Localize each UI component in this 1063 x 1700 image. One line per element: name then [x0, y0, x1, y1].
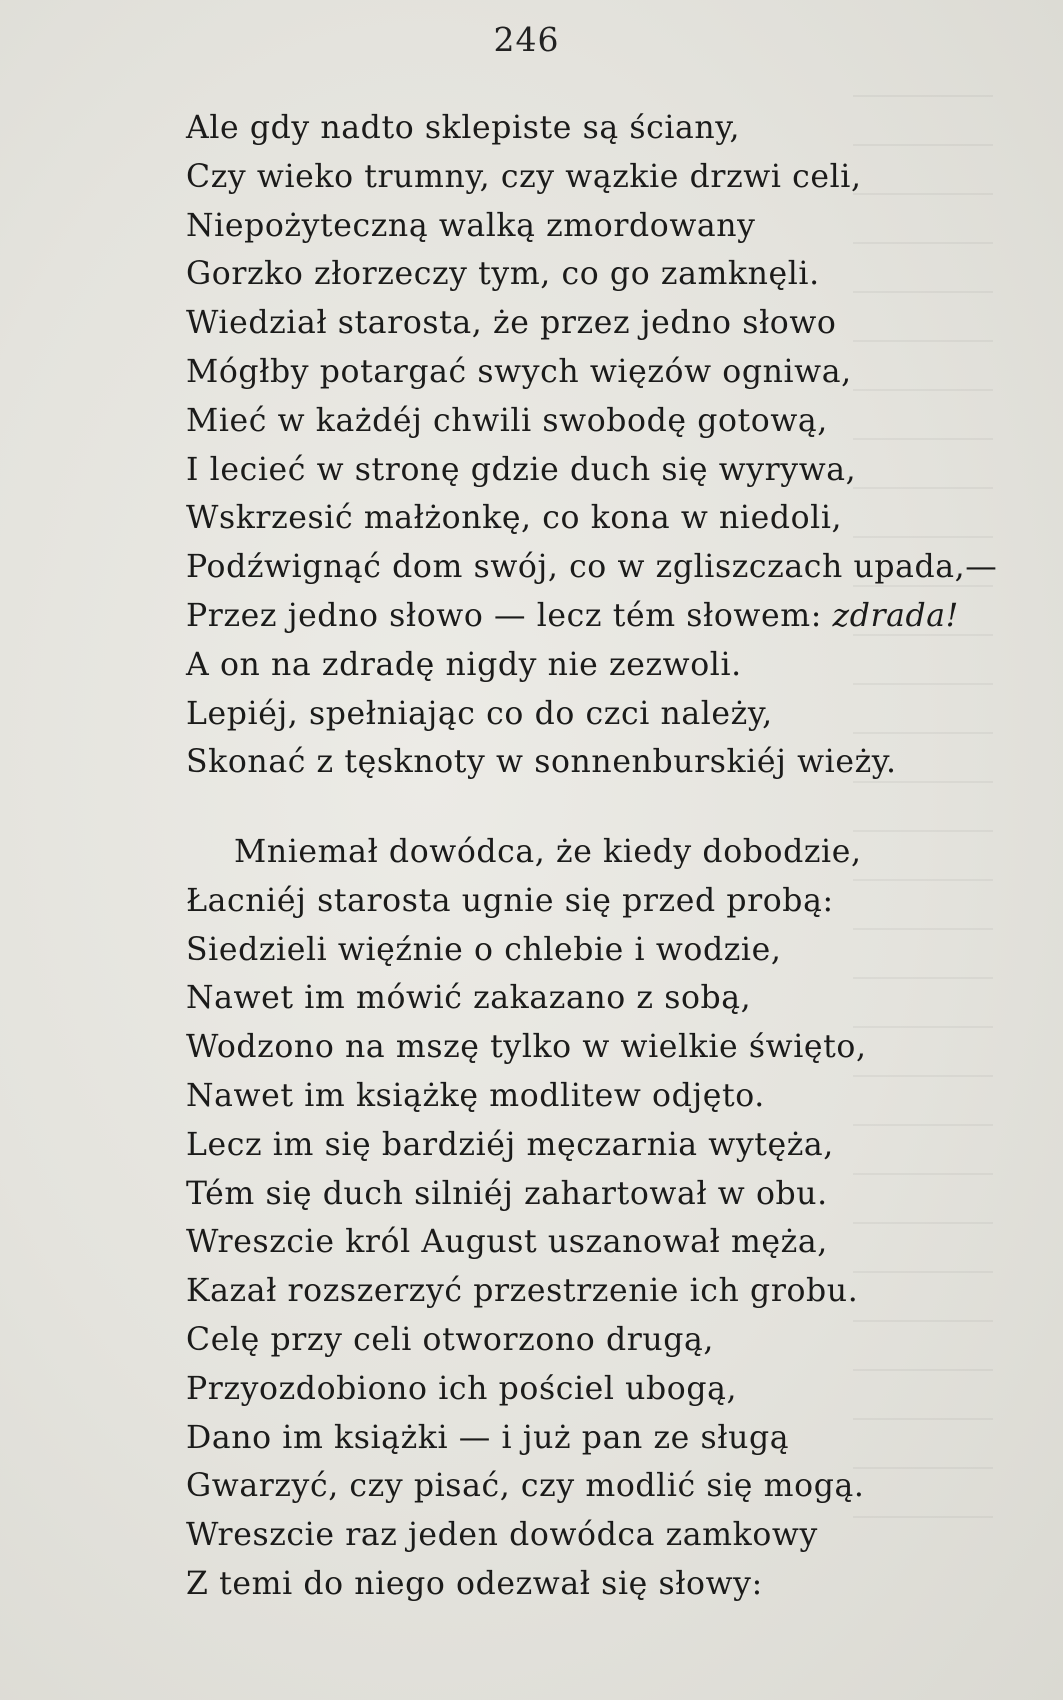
verse-line: Tém się duch silniéj zahartował w obu.: [186, 1175, 828, 1212]
verse-line: Przyozdobiono ich pościel ubogą,: [186, 1370, 738, 1407]
verse-line-text: Przez jedno słowo — lecz tém słowem:: [186, 597, 833, 634]
verse-line-with-emphasis: [186, 592, 997, 641]
stanza-1: [186, 104, 997, 787]
verse-line: Wodzono na mszę tylko w wielkie święto,: [186, 1029, 867, 1066]
verse-line: Nawet im książkę modlitew odjęto.: [186, 1077, 765, 1114]
verse-line: Gorzko złorzeczy tym, co go zamknęli.: [186, 256, 820, 293]
page-number: 246: [493, 20, 560, 59]
stanza-2: [186, 828, 867, 1609]
verse-line: Wreszcie raz jeden dowódca zamkowy: [186, 1517, 818, 1554]
verse-line: Skonać z tęsknoty w sonnenburskiéj wieży.: [186, 744, 897, 781]
verse-line: Kazał rozszerzyć przestrzenie ich grobu.: [186, 1273, 859, 1310]
verse-line: I lecieć w stronę gdzie duch się wyrywa,: [186, 451, 857, 488]
verse-line: Mieć w każdéj chwili swobodę gotową,: [186, 402, 828, 439]
verse-line: Ale gdy nadto sklepiste są ściany,: [186, 110, 741, 146]
emphasized-word: zdrada!: [832, 597, 959, 634]
verse-line: Łacniéj starosta ugnie się przed probą:: [186, 882, 834, 919]
verse-line: Podźwignąć dom swój, co w zgliszczach upada,—: [186, 549, 998, 586]
verse-line: Nawet im mówić zakazano z sobą,: [186, 980, 752, 1017]
verse-line: Wskrzesić małżonkę, co kona w niedoli,: [186, 500, 843, 537]
verse-line: Czy wieko trumny, czy wązkie drzwi celi,: [186, 158, 862, 195]
verse-line: A on na zdradę nigdy nie zezwoli.: [186, 646, 742, 683]
verse-line: Lecz im się bardziéj męczarnia wytęża,: [186, 1126, 834, 1163]
verse-line: Mniemał dowódca, że kiedy dobodzie,: [234, 834, 862, 870]
verse-line: Z temi do niego odezwał się słowy:: [186, 1565, 763, 1602]
verse-line: Siedzieli więźnie o chlebie i wodzie,: [186, 931, 782, 968]
verse-line: Wreszcie król August uszanował męża,: [186, 1224, 828, 1261]
verse-line: Niepożyteczną walką zmordowany: [186, 207, 756, 244]
verse-line: Dano im książki — i już pan ze sługą: [186, 1419, 790, 1456]
verse-line: Gwarzyć, czy pisać, czy modlić się mogą.: [186, 1468, 865, 1505]
verse-line: Mógłby potargać swych więzów ogniwa,: [186, 353, 852, 390]
verse-line: Wiedział starosta, że przez jedno słowo: [186, 305, 837, 342]
verse-line: Celę przy celi otworzono drugą,: [186, 1321, 715, 1358]
verse-line: Lepiéj, spełniając co do czci należy,: [186, 695, 773, 732]
